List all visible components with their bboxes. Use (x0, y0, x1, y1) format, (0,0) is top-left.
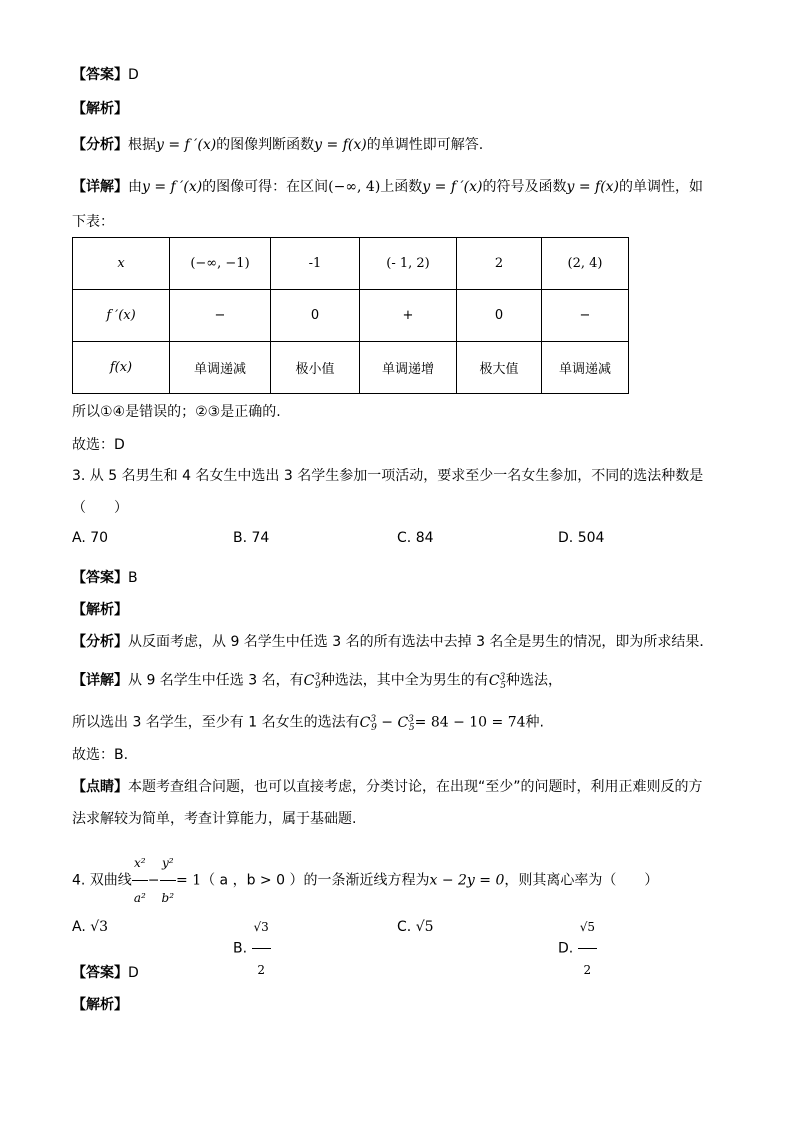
q2-fenxi-text-a: 根据 (128, 137, 156, 153)
equals-one: = 1 (176, 872, 202, 889)
option-value: 84 (415, 530, 434, 546)
option-label: B. (233, 530, 248, 546)
q3-option-a[interactable] (72, 527, 108, 549)
table-cell: 2 (457, 238, 542, 290)
frac-den: b² (161, 891, 175, 905)
q3-detail-text-c: 种选法， (506, 672, 562, 689)
frac-num: x² (132, 846, 148, 881)
q3-answer: B (128, 570, 138, 586)
table-cell: 0 (457, 290, 542, 342)
option-value: √3 (90, 919, 109, 935)
q2-answer: D (128, 67, 139, 83)
q2-fenxi-text-b: 的图像判断函数 (216, 137, 315, 153)
table-row-fprime (73, 290, 629, 342)
q2-detail-text-d: 的符号及函数 (482, 179, 567, 195)
answer-tag: 【答案】 (72, 965, 128, 981)
table-row-f (73, 342, 629, 394)
q2-detail-text-c: 上函数 (380, 179, 423, 195)
q4-condition: （ a ，b > 0 ） (201, 872, 304, 889)
frac-num: √3 (252, 906, 271, 949)
q3-detail-line-2 (72, 708, 544, 739)
q2-detail-line (72, 176, 703, 198)
comb-sub: 9 (315, 681, 321, 692)
q2-choose: 故选：D (72, 437, 125, 453)
table-cell: 极小值 (271, 342, 360, 394)
minus-sign: − (147, 872, 160, 889)
q3-analysis-tag: 【解析】 (72, 602, 128, 618)
q2-detail-formula-2: y = f ′(x) (422, 179, 483, 195)
q4-option-d[interactable] (558, 906, 597, 991)
fenxi-tag: 【分析】 (72, 137, 128, 153)
q4-answer-line (72, 962, 139, 984)
table-cell: (2, 4) (542, 238, 629, 290)
q4-stem (72, 846, 658, 915)
q4-stem-text-c: ，则其离心率为（ ） (504, 872, 659, 889)
frac-den: 2 (583, 963, 592, 977)
dianjing-tag: 【点睛】 (72, 779, 128, 795)
q4-analysis-tag: 【解析】 (72, 997, 128, 1013)
comb-letter: C (397, 714, 409, 731)
q2-detail-text-b: 的图像可得：在区间 (202, 179, 329, 195)
q3-option-d[interactable] (558, 527, 604, 549)
comb-letter: C (359, 714, 371, 731)
table-cell: − (170, 290, 271, 342)
table-cell: 极大值 (457, 342, 542, 394)
frac-den: a² (133, 891, 146, 905)
table-cell: (−∞, −1) (170, 238, 271, 290)
table-cell: f(x) (73, 342, 170, 394)
q2-detail-interval: (−∞, 4) (328, 179, 381, 195)
option-label: D. (558, 530, 574, 546)
comb-sub: 9 (371, 723, 377, 734)
option-label: A. (72, 530, 86, 546)
q3-stem: 3. 从 5 名男生和 4 名女生中选出 3 名学生参加一项活动，要求至少一名女生参加，不同的选法种数是 (72, 468, 704, 484)
q2-detail-formula-1: y = f ′(x) (142, 179, 203, 195)
option-label: A. (72, 919, 86, 935)
comb-sup: 3 (408, 714, 414, 724)
q3-paren: （ ） (72, 500, 128, 516)
table-cell: + (360, 290, 457, 342)
q2-conclusion: 所以①④是错误的；②③是正确的. (72, 404, 281, 420)
q3-fenxi-line (72, 631, 713, 653)
combination-c9-3 (303, 672, 321, 692)
combination-c9-3 (359, 714, 377, 734)
option-value: √5 (415, 919, 434, 935)
q3-option-b[interactable] (233, 527, 269, 549)
comb-letter: C (303, 672, 315, 689)
q4-stem-text-b: 的一条渐近线方程为 (303, 872, 430, 889)
q2-fenxi-line (72, 134, 483, 156)
monotonicity-table (72, 237, 629, 394)
answer-tag: 【答案】 (72, 570, 128, 586)
q2-detail-cont: 下表： (72, 214, 114, 230)
table-cell: (- 1, 2) (360, 238, 457, 290)
q2-fenxi-formula-1: y = f ′(x) (156, 137, 217, 153)
fenxi-tag: 【分析】 (72, 634, 128, 650)
q2-fenxi-text-c: 的单调性即可解答. (366, 137, 484, 153)
comb-sup: 3 (370, 714, 377, 724)
fraction-sqrt5-2 (578, 906, 597, 991)
option-value: 74 (251, 530, 270, 546)
frac-num: y² (160, 846, 177, 881)
fraction-sqrt3-2 (252, 906, 271, 991)
table-row-header (73, 238, 629, 290)
frac-num: √5 (578, 906, 597, 949)
q2-analysis-tag: 【解析】 (72, 101, 128, 117)
option-label: C. (397, 530, 412, 546)
option-value: 504 (577, 530, 605, 546)
table-cell: f ′(x) (73, 290, 170, 342)
q4-option-c[interactable] (397, 916, 434, 938)
q3-dianjing-text-1: 本题考查组合问题，也可以直接考虑，分类讨论，在出现“至少”的问题时，利用正难则反的方 (128, 779, 703, 795)
table-cell: 0 (271, 290, 360, 342)
combination-c5-3 (488, 672, 506, 692)
minus-sign: − (376, 714, 398, 731)
comb-sup: 3 (314, 672, 321, 682)
table-cell: x (73, 238, 170, 290)
q4-option-b[interactable] (233, 906, 271, 991)
q3-dianjing-line-1 (72, 776, 703, 798)
q3-detail-text-b: 种选法，其中全为男生的有 (320, 672, 489, 689)
q4-asymptote: x − 2y = 0 (429, 872, 505, 889)
q2-detail-text-a: 由 (128, 179, 142, 195)
q3-detail-line-1 (72, 666, 562, 697)
option-label: C. (397, 919, 412, 935)
table-cell: -1 (271, 238, 360, 290)
q3-dianjing-line-2: 法求解较为简单，考查计算能力，属于基础题. (72, 811, 357, 827)
frac-den: 2 (257, 963, 265, 977)
q4-answer: D (128, 965, 139, 981)
q4-stem-text-a: 4. 双曲线 (72, 872, 132, 889)
option-label: D. (558, 940, 574, 957)
q2-detail-text-e: 的单调性，如 (619, 179, 704, 195)
q3-detail-text-a: 从 9 名学生中任选 3 名，有 (128, 672, 304, 689)
q2-fenxi-formula-2: y = f(x) (314, 137, 367, 153)
q3-option-c[interactable] (397, 527, 434, 549)
option-label: B. (233, 940, 248, 957)
q3-detail2-text-a: 所以选出 3 名学生，至少有 1 名女生的选法有 (72, 714, 360, 731)
comb-sub: 5 (408, 723, 415, 734)
xiangjie-tag: 【详解】 (72, 672, 128, 689)
table-cell: − (542, 290, 629, 342)
fraction-y2-b2 (160, 846, 177, 915)
q3-detail2-text-b: 种. (525, 714, 544, 731)
q4-option-a[interactable] (72, 916, 108, 938)
answer-tag: 【答案】 (72, 67, 128, 83)
q3-fenxi-text: 从反面考虑，从 9 名学生中任选 3 名的所有选法中去掉 3 名全是男生的情况，即为所求结果． (128, 634, 714, 650)
comb-letter: C (488, 672, 500, 689)
q3-answer-line (72, 567, 138, 589)
comb-sub: 5 (500, 681, 506, 692)
q3-choose: 故选：B. (72, 747, 129, 763)
comb-sup: 3 (499, 672, 506, 682)
option-value: 70 (90, 530, 109, 546)
q2-answer-line (72, 64, 139, 86)
q2-detail-formula-3: y = f(x) (566, 179, 620, 195)
table-cell: 单调递减 (170, 342, 271, 394)
table-cell: 单调递减 (542, 342, 629, 394)
fraction-x2-a2 (132, 846, 148, 915)
table-cell: 单调递增 (360, 342, 457, 394)
xiangjie-tag: 【详解】 (72, 179, 128, 195)
q3-detail2-expr: = 84 − 10 = 74 (414, 714, 526, 731)
combination-c5-3 (397, 714, 415, 734)
